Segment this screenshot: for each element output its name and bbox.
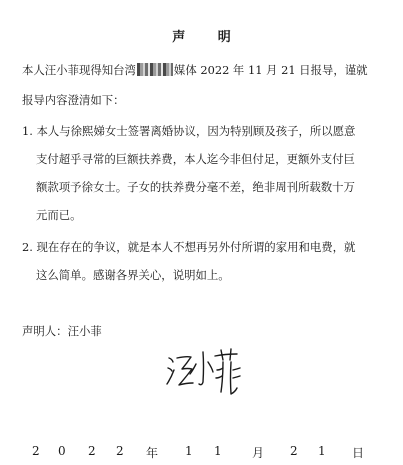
date-char: 1	[185, 444, 193, 458]
item-1-line-3: 额款项予徐女士。子女的扶养费分毫不差，绝非周刊所载数十万	[36, 180, 355, 194]
document-date	[0, 444, 403, 465]
date-char: 2	[32, 444, 40, 458]
intro-line-2: 报导内容澄清如下：	[22, 93, 125, 107]
date-char: 1	[318, 444, 326, 458]
date-char: 2	[88, 444, 96, 458]
date-char: 0	[58, 444, 66, 458]
handwritten-signature	[163, 344, 243, 400]
document-title: 声 明	[172, 30, 245, 45]
redacted-media-name	[137, 63, 173, 76]
date-year-label: 年	[146, 446, 159, 460]
item-1-line-1: 1. 本人与徐熙娣女士签署离婚协议，因为特别顾及孩子，所以愿意	[22, 124, 356, 138]
item-1-line-4: 元而已。	[36, 208, 82, 222]
item-2-line-2: 这么简单。感谢各界关心，说明如上。	[36, 268, 230, 282]
date-day-label: 日	[352, 446, 365, 460]
date-month-label: 月	[252, 446, 265, 460]
declarant-line: 声明人：汪小菲	[22, 324, 102, 338]
intro-text-end: 媒体 2022 年 11 月 21 日报导，谨就	[173, 63, 368, 77]
date-char: 1	[214, 444, 222, 458]
date-char: 2	[290, 444, 298, 458]
item-1-line-2: 支付超乎寻常的巨额扶养费，本人迄今非但付足，更额外支付巨	[36, 152, 355, 166]
intro-text-start: 本人汪小菲现得知台湾	[22, 63, 136, 77]
date-char: 2	[116, 444, 124, 458]
intro-line-1	[22, 63, 368, 77]
item-2-line-1: 2. 现在存在的争议，就是本人不想再另外付所谓的家用和电费，就	[22, 240, 356, 254]
